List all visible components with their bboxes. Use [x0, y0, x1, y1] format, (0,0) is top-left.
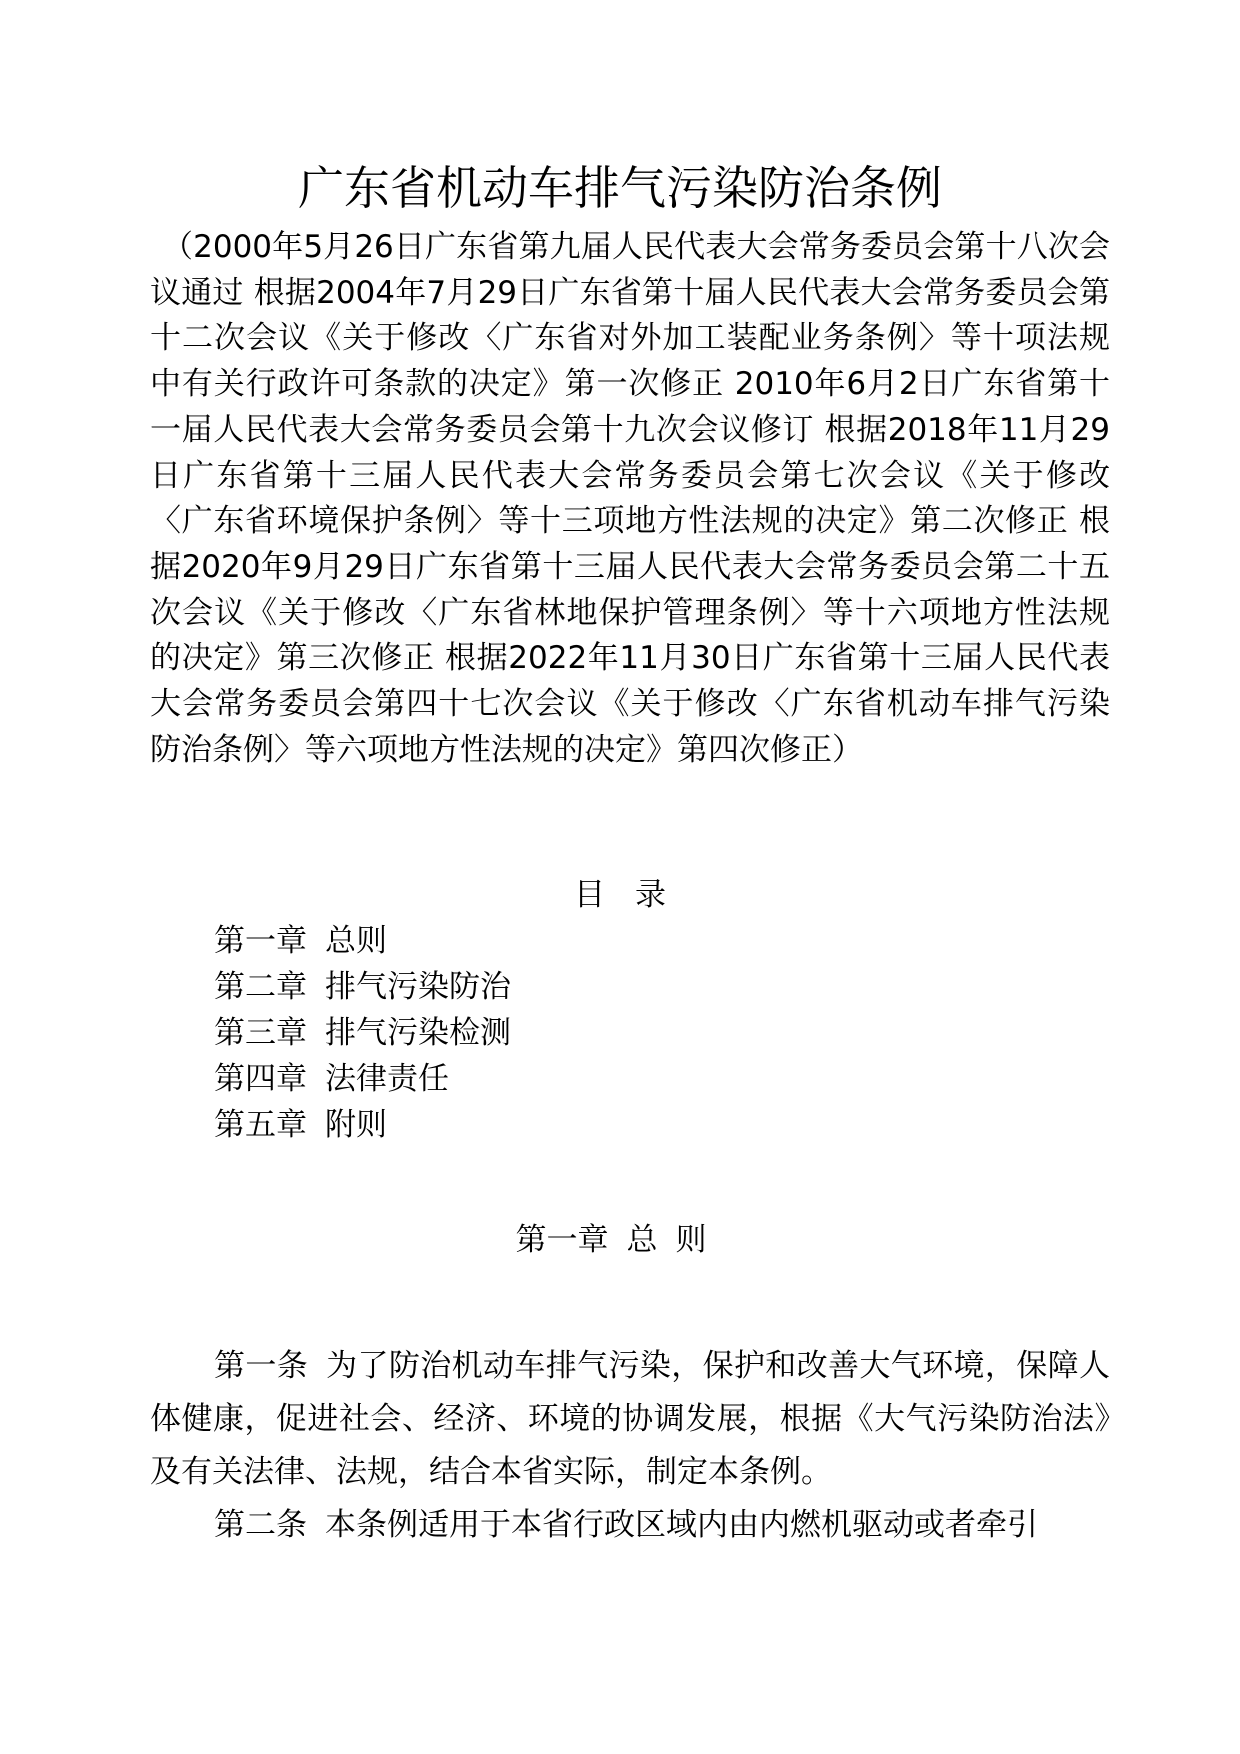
- article-2: [150, 1499, 1110, 1552]
- toc-item-label: 法律责任: [325, 1061, 449, 1097]
- document-title: 广东省机动车排气污染防治条例: [298, 161, 942, 215]
- chapter-number: 第一章: [515, 1222, 609, 1258]
- toc-item-label: 总则: [325, 923, 387, 959]
- article-text: 本条例适用于本省行政区域内由内燃机驱动或者牵引: [325, 1507, 1038, 1543]
- article-number: 第一条: [214, 1348, 309, 1384]
- table-of-contents: [214, 918, 511, 1148]
- toc-item-chapter-5: [214, 1102, 511, 1148]
- articles-section: [150, 1340, 1110, 1552]
- toc-item-number: 第四章: [214, 1061, 307, 1097]
- article-1: [150, 1340, 1110, 1499]
- toc-item-chapter-3: [214, 1010, 511, 1056]
- toc-item-number: 第五章: [214, 1107, 307, 1143]
- article-text: 为了防治机动车排气污染，保护和改善大气环境，保障人体健康，促进社会、经济、环境的协调发展，根据《大气污染防治法》及有关法律、法规，结合本省实际，制定本条例。: [150, 1348, 1111, 1490]
- article-number: 第二条: [214, 1507, 307, 1543]
- toc-item-chapter-1: [214, 918, 511, 964]
- toc-title: 目录: [574, 877, 696, 913]
- toc-item-number: 第三章: [214, 1015, 307, 1051]
- toc-item-number: 第二章: [214, 969, 307, 1005]
- document-preamble: （2000年5月26日广东省第九届人民代表大会常务委员会第十八次会议通过 根据2004年7月29日广东省第十届人民代表大会常务委员会第十二次会议《关于修改〈广东省对外加工装配业务条例〉等十项法规中有关行政许可条款的决定》第一次修正 2010年6月2日广东省第十一届人民代表大会常务委员会第十九次会议修订 根据2018年11月29日广东省第十三届人民代表大会常务委员会第七次会议《关于修改〈广东省环境保护条例〉等十三项地方性法规的决定》第二次修正 根据2020年9月29日广东省第十三届人民代表大会常务委员会第二十五次会议《关于修改〈广东省林地保护管理条例〉等十六项地方性法规的决定》第三次修正 根据2022年11月30日广东省第十三届人民代表大会常务委员会第四十七次会议《关于修改〈广东省机动车排气污染防治条例〉等六项地方性法规的决定》第四次修正）: [150, 229, 1110, 768]
- toc-item-number: 第一章: [214, 923, 307, 959]
- toc-item-label: 排气污染防治: [325, 969, 511, 1005]
- toc-item-label: 附则: [325, 1107, 387, 1143]
- toc-item-chapter-4: [214, 1056, 511, 1102]
- toc-item-label: 排气污染检测: [325, 1015, 511, 1051]
- toc-item-chapter-2: [214, 964, 511, 1010]
- chapter-name: 总则: [626, 1222, 725, 1258]
- chapter-heading: [0, 1220, 1240, 1260]
